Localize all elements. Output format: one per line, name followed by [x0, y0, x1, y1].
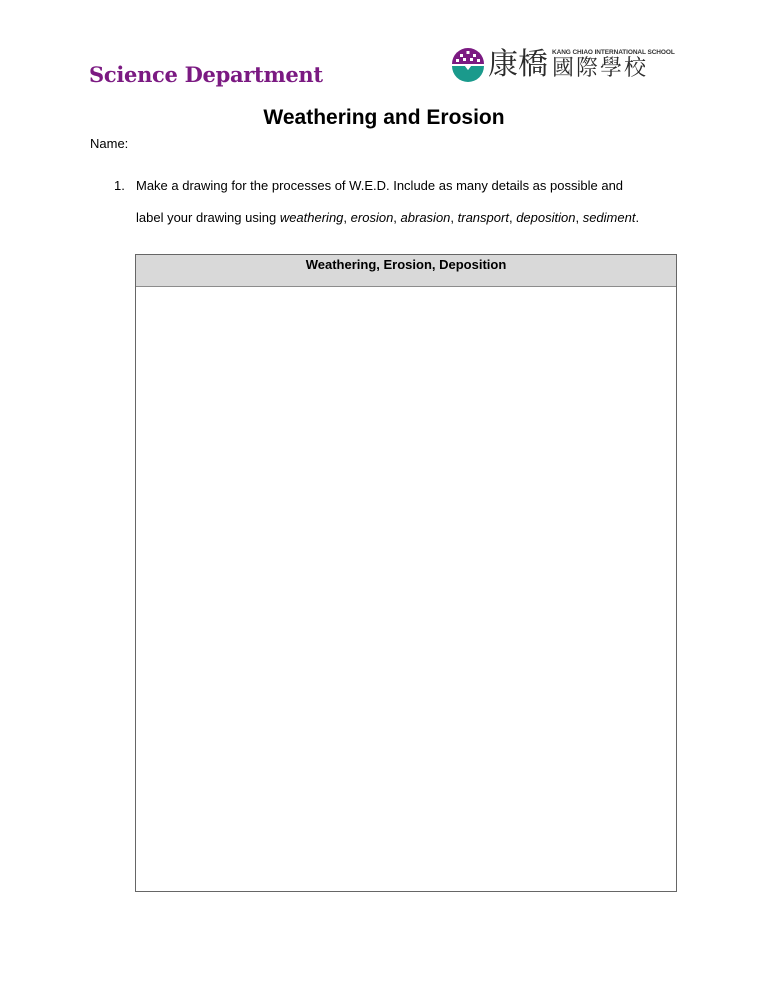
name-label: Name:: [90, 136, 129, 151]
drawing-table: [135, 254, 677, 892]
question-text-line1: Make a drawing for the processes of W.E.D. Include as many details as possible and: [136, 178, 624, 193]
separator: ,: [393, 210, 401, 225]
department-heading: Science Department: [89, 62, 323, 87]
term-transport: transport: [457, 210, 509, 225]
drawing-area[interactable]: [136, 287, 676, 889]
term-abrasion: abrasion: [400, 210, 451, 225]
separator: ,: [450, 210, 458, 225]
question-text-line2: [136, 210, 639, 225]
logo-english-name: KANG CHIAO INTERNATIONAL SCHOOL: [552, 48, 675, 56]
separator: .: [635, 210, 640, 225]
term-erosion: erosion: [350, 210, 394, 225]
term-deposition: deposition: [516, 210, 576, 225]
term-sediment: sediment: [582, 210, 636, 225]
question-prefix: label your drawing using: [136, 210, 280, 225]
page-title: Weathering and Erosion: [263, 106, 505, 129]
drawing-table-header: Weathering, Erosion, Deposition: [136, 255, 676, 287]
logo-chinese-subtitle: 國際學校: [552, 55, 649, 81]
separator: ,: [508, 210, 517, 225]
question-number: 1.: [114, 178, 125, 193]
kang-chiao-logo-icon: [451, 47, 485, 83]
logo-chinese-name: 康橋: [488, 47, 548, 82]
separator: ,: [575, 210, 583, 225]
separator: ,: [343, 210, 351, 225]
term-weathering: weathering: [279, 210, 344, 225]
school-logo: [451, 46, 675, 84]
